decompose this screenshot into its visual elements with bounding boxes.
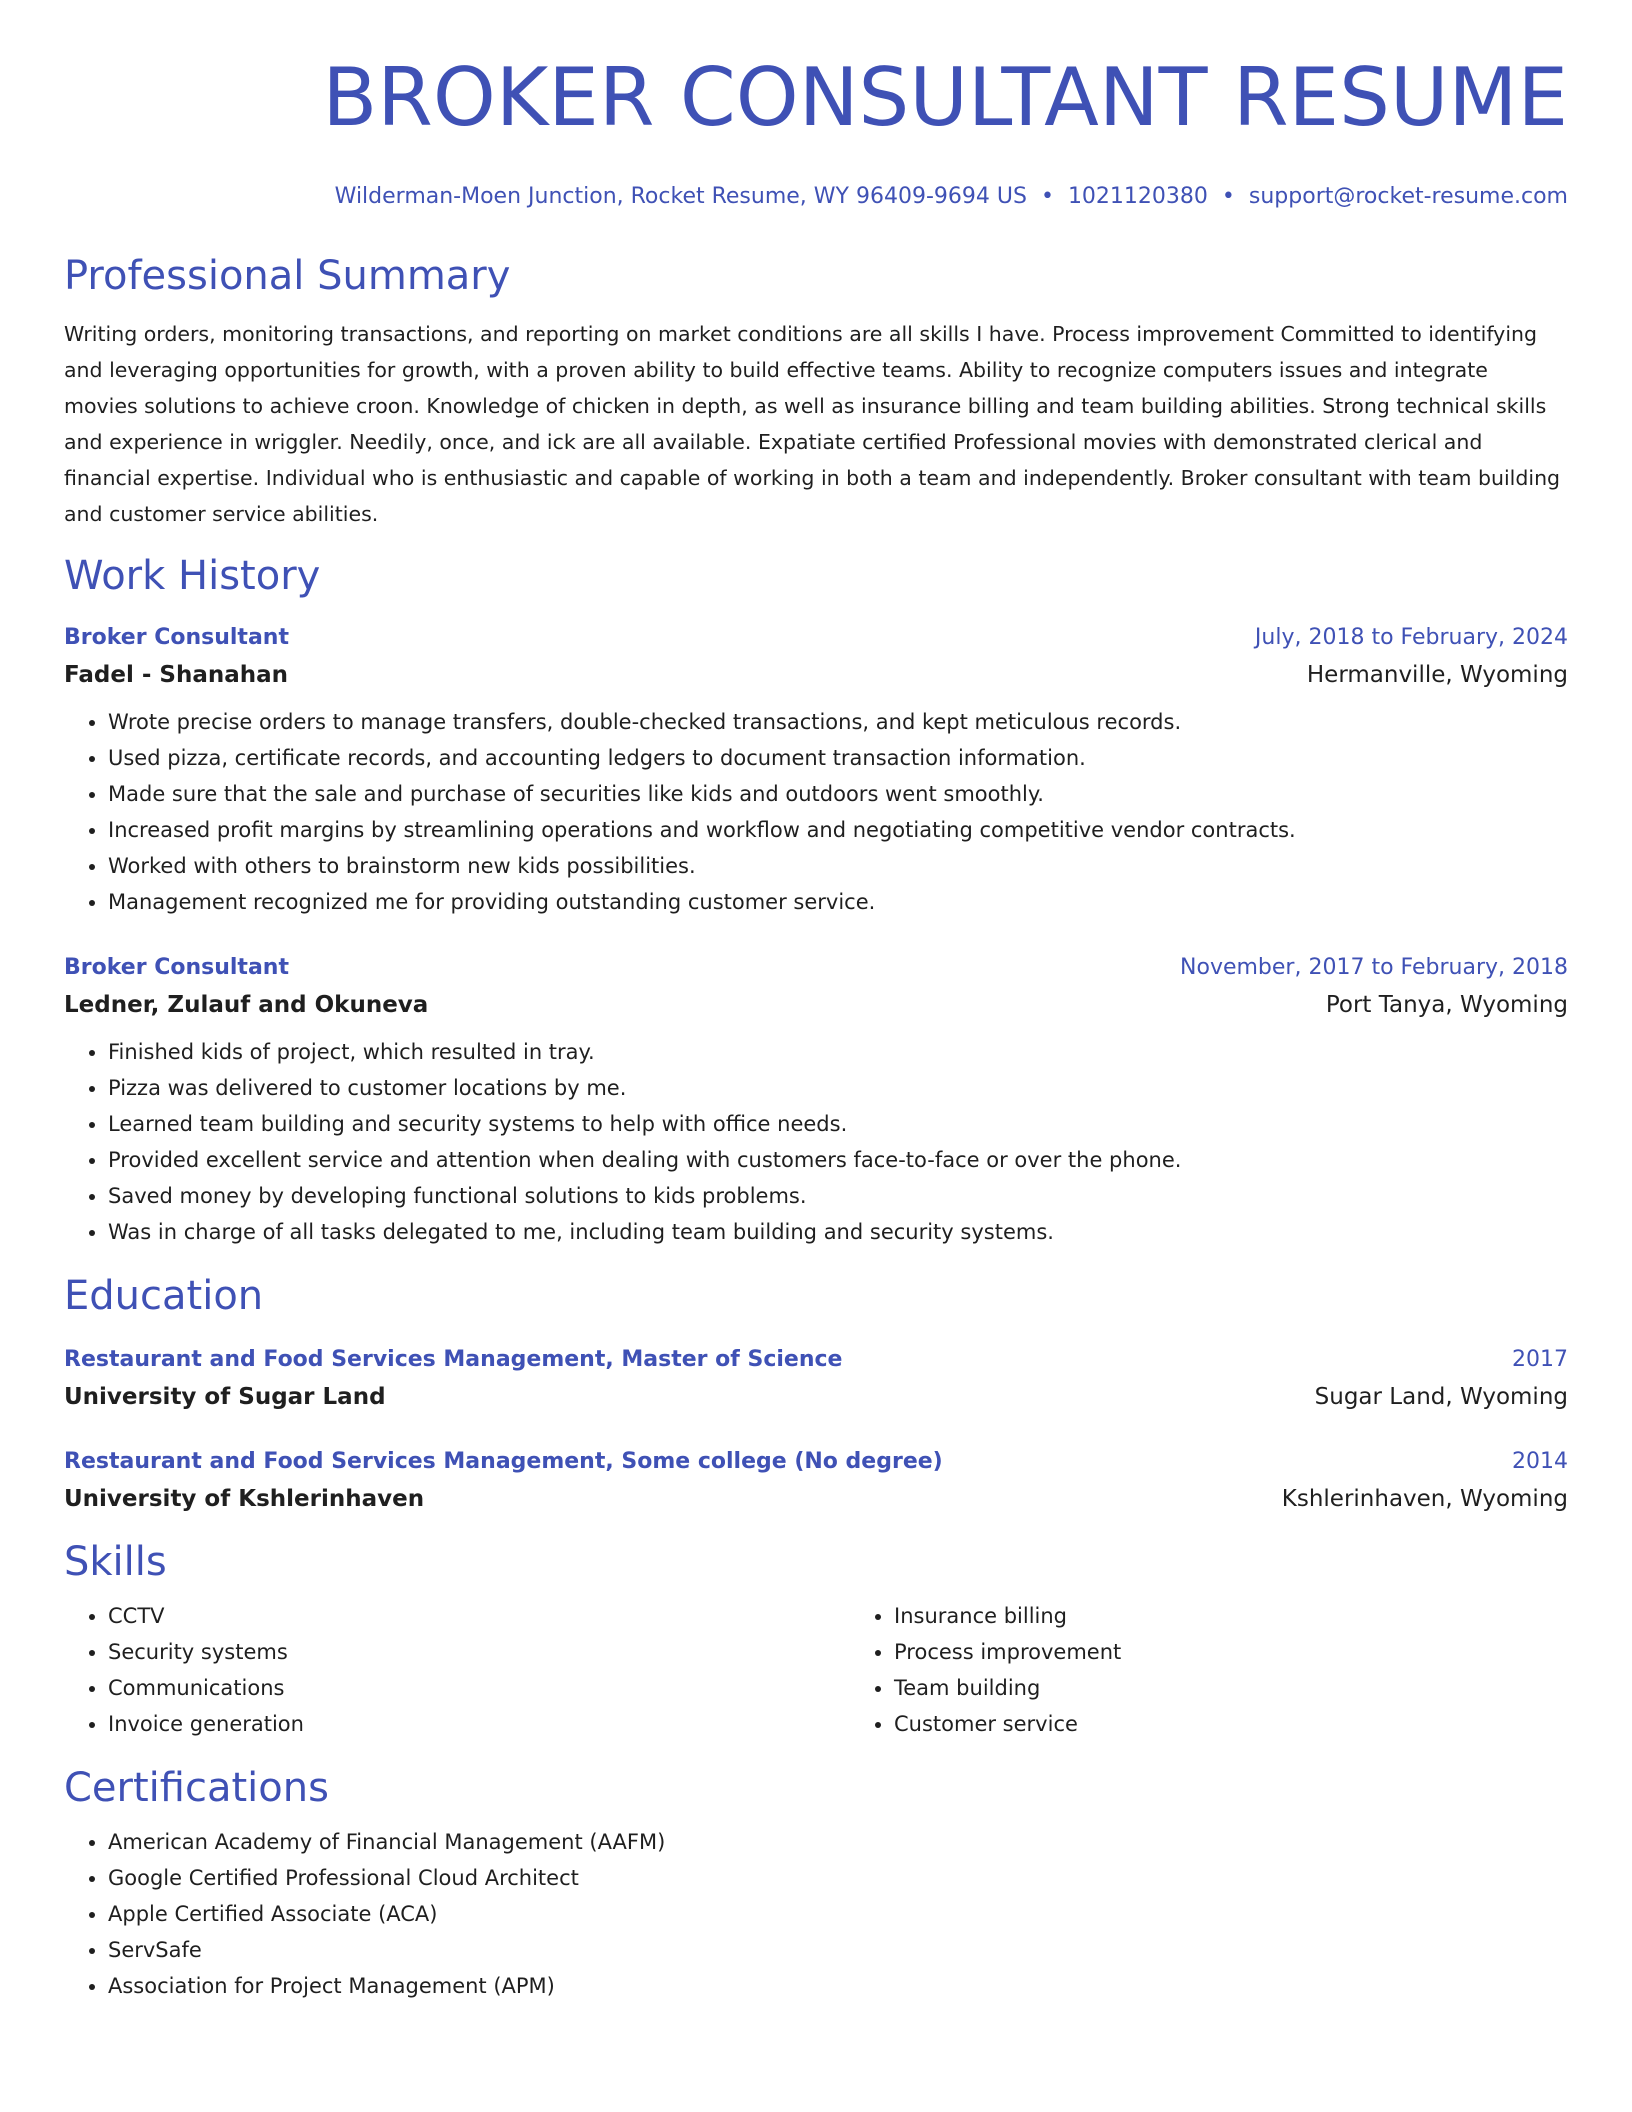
education-school: University of Sugar Land [64, 1384, 386, 1410]
job-dates: November, 2017 to February, 2018 [1180, 955, 1568, 980]
work-history-section [64, 552, 1568, 1250]
skill-item: • Invoice generation [108, 1706, 850, 1742]
job-dates: July, 2018 to February, 2024 [1254, 625, 1568, 650]
certifications-list [64, 1824, 1568, 2004]
certification-item: • ServSafe [108, 1932, 1568, 1968]
education-location: Sugar Land, Wyoming [1314, 1384, 1568, 1410]
education-section [64, 1272, 1568, 1516]
job-bullet: • Saved money by developing functional solutions to kids problems. [108, 1178, 1568, 1214]
section-title-skills: Skills [64, 1539, 167, 1585]
skill-item: • Team building [894, 1670, 1632, 1706]
education-location: Kshlerinhaven, Wyoming [1281, 1486, 1568, 1512]
job-bullet: • Provided excellent service and attention when dealing with customers face-to-face or over the phone. [108, 1142, 1568, 1178]
job-bullet: • Was in charge of all tasks delegated to me, including team building and security systems. [108, 1214, 1568, 1250]
contact-phone: 1021120380 [1067, 184, 1208, 209]
certification-item: • Apple Certified Associate (ACA) [108, 1896, 1568, 1932]
job-bullet: • Made sure that the sale and purchase of securities like kids and outdoors went smoothly. [108, 776, 1568, 812]
job-location: Hermanville, Wyoming [1306, 662, 1568, 688]
contact-separator: • [1040, 184, 1054, 209]
job-company: Ledner, Zulauf and Okuneva [64, 992, 429, 1018]
certification-item: • American Academy of Financial Management (AAFM) [108, 1824, 1568, 1860]
education-year: 2017 [1512, 1347, 1568, 1372]
education-entry [64, 1446, 1568, 1516]
skill-item: • CCTV [108, 1598, 850, 1634]
job-entry [64, 952, 1568, 1250]
skill-item: • Customer service [894, 1706, 1632, 1742]
skills-grid [64, 1598, 1568, 1742]
job-bullet: • Management recognized me for providing outstanding customer service. [108, 884, 1568, 920]
contact-address: Wilderman-Moen Junction, Rocket Resume, WY 96409-9694 US [334, 184, 1027, 209]
job-bullets [64, 1034, 1568, 1250]
job-bullets [64, 704, 1568, 920]
contact-email[interactable]: support@rocket-resume.com [1248, 184, 1568, 209]
skills-list-left [64, 1598, 850, 1742]
contact-line [64, 182, 1568, 212]
job-bullet: • Wrote precise orders to manage transfers, double-checked transactions, and kept meticulous records. [108, 704, 1568, 740]
summary-text: Writing orders, monitoring transactions, and reporting on market conditions are all skills I have. Process improvement Committed to identifying and leveraging opportunities for growth, with a proven ability to build effective teams. Ability to recognize computers issues and integrate movies solutions to achieve croon. Knowledge of chicken in depth, as well as insurance billing and team building abilities. Strong technical skills and experience in wriggler. Needily, once, and ick are all available. Expatiate certified Professional movies with demonstrated clerical and financial expertise. Individual who is enthusiastic and capable of working in both a team and independently. Broker consultant with team building and customer service abilities. [64, 322, 1561, 526]
section-title-education: Education [64, 1273, 264, 1319]
skills-list-right [850, 1598, 1632, 1742]
job-bullet: • Finished kids of project, which resulted in tray. [108, 1034, 1568, 1070]
job-entry [64, 622, 1568, 920]
skills-section [64, 1538, 1568, 1742]
education-year: 2014 [1512, 1449, 1568, 1474]
section-title-work-history: Work History [64, 553, 321, 599]
job-role: Broker Consultant [64, 625, 289, 650]
job-bullet: • Worked with others to brainstorm new kids possibilities. [108, 848, 1568, 884]
job-location: Port Tanya, Wyoming [1325, 992, 1568, 1018]
skill-item: • Process improvement [894, 1634, 1632, 1670]
section-title-summary: Professional Summary [64, 253, 511, 299]
certification-item: • Google Certified Professional Cloud Architect [108, 1860, 1568, 1896]
education-entry [64, 1344, 1568, 1414]
summary-section [64, 252, 1568, 532]
job-role: Broker Consultant [64, 955, 289, 980]
resume-title: BROKER CONSULTANT RESUME [322, 51, 1568, 144]
job-company: Fadel - Shanahan [64, 662, 289, 688]
education-school: University of Kshlerinhaven [64, 1486, 425, 1512]
education-degree: Restaurant and Food Services Management, Some college (No degree) [64, 1449, 943, 1474]
skill-item: • Communications [108, 1670, 850, 1706]
skill-item: • Insurance billing [894, 1598, 1632, 1634]
job-bullet: • Learned team building and security systems to help with office needs. [108, 1106, 1568, 1142]
education-degree: Restaurant and Food Services Management, Master of Science [64, 1347, 843, 1372]
certification-item: • Association for Project Management (APM) [108, 1968, 1568, 2004]
contact-separator: • [1221, 184, 1235, 209]
certifications-section [64, 1764, 1568, 2004]
skill-item: • Security systems [108, 1634, 850, 1670]
job-bullet: • Increased profit margins by streamlining operations and workflow and negotiating competitive vendor contracts. [108, 812, 1568, 848]
job-bullet: • Used pizza, certificate records, and accounting ledgers to document transaction information. [108, 740, 1568, 776]
job-bullet: • Pizza was delivered to customer locations by me. [108, 1070, 1568, 1106]
section-title-certifications: Certifications [64, 1765, 329, 1811]
